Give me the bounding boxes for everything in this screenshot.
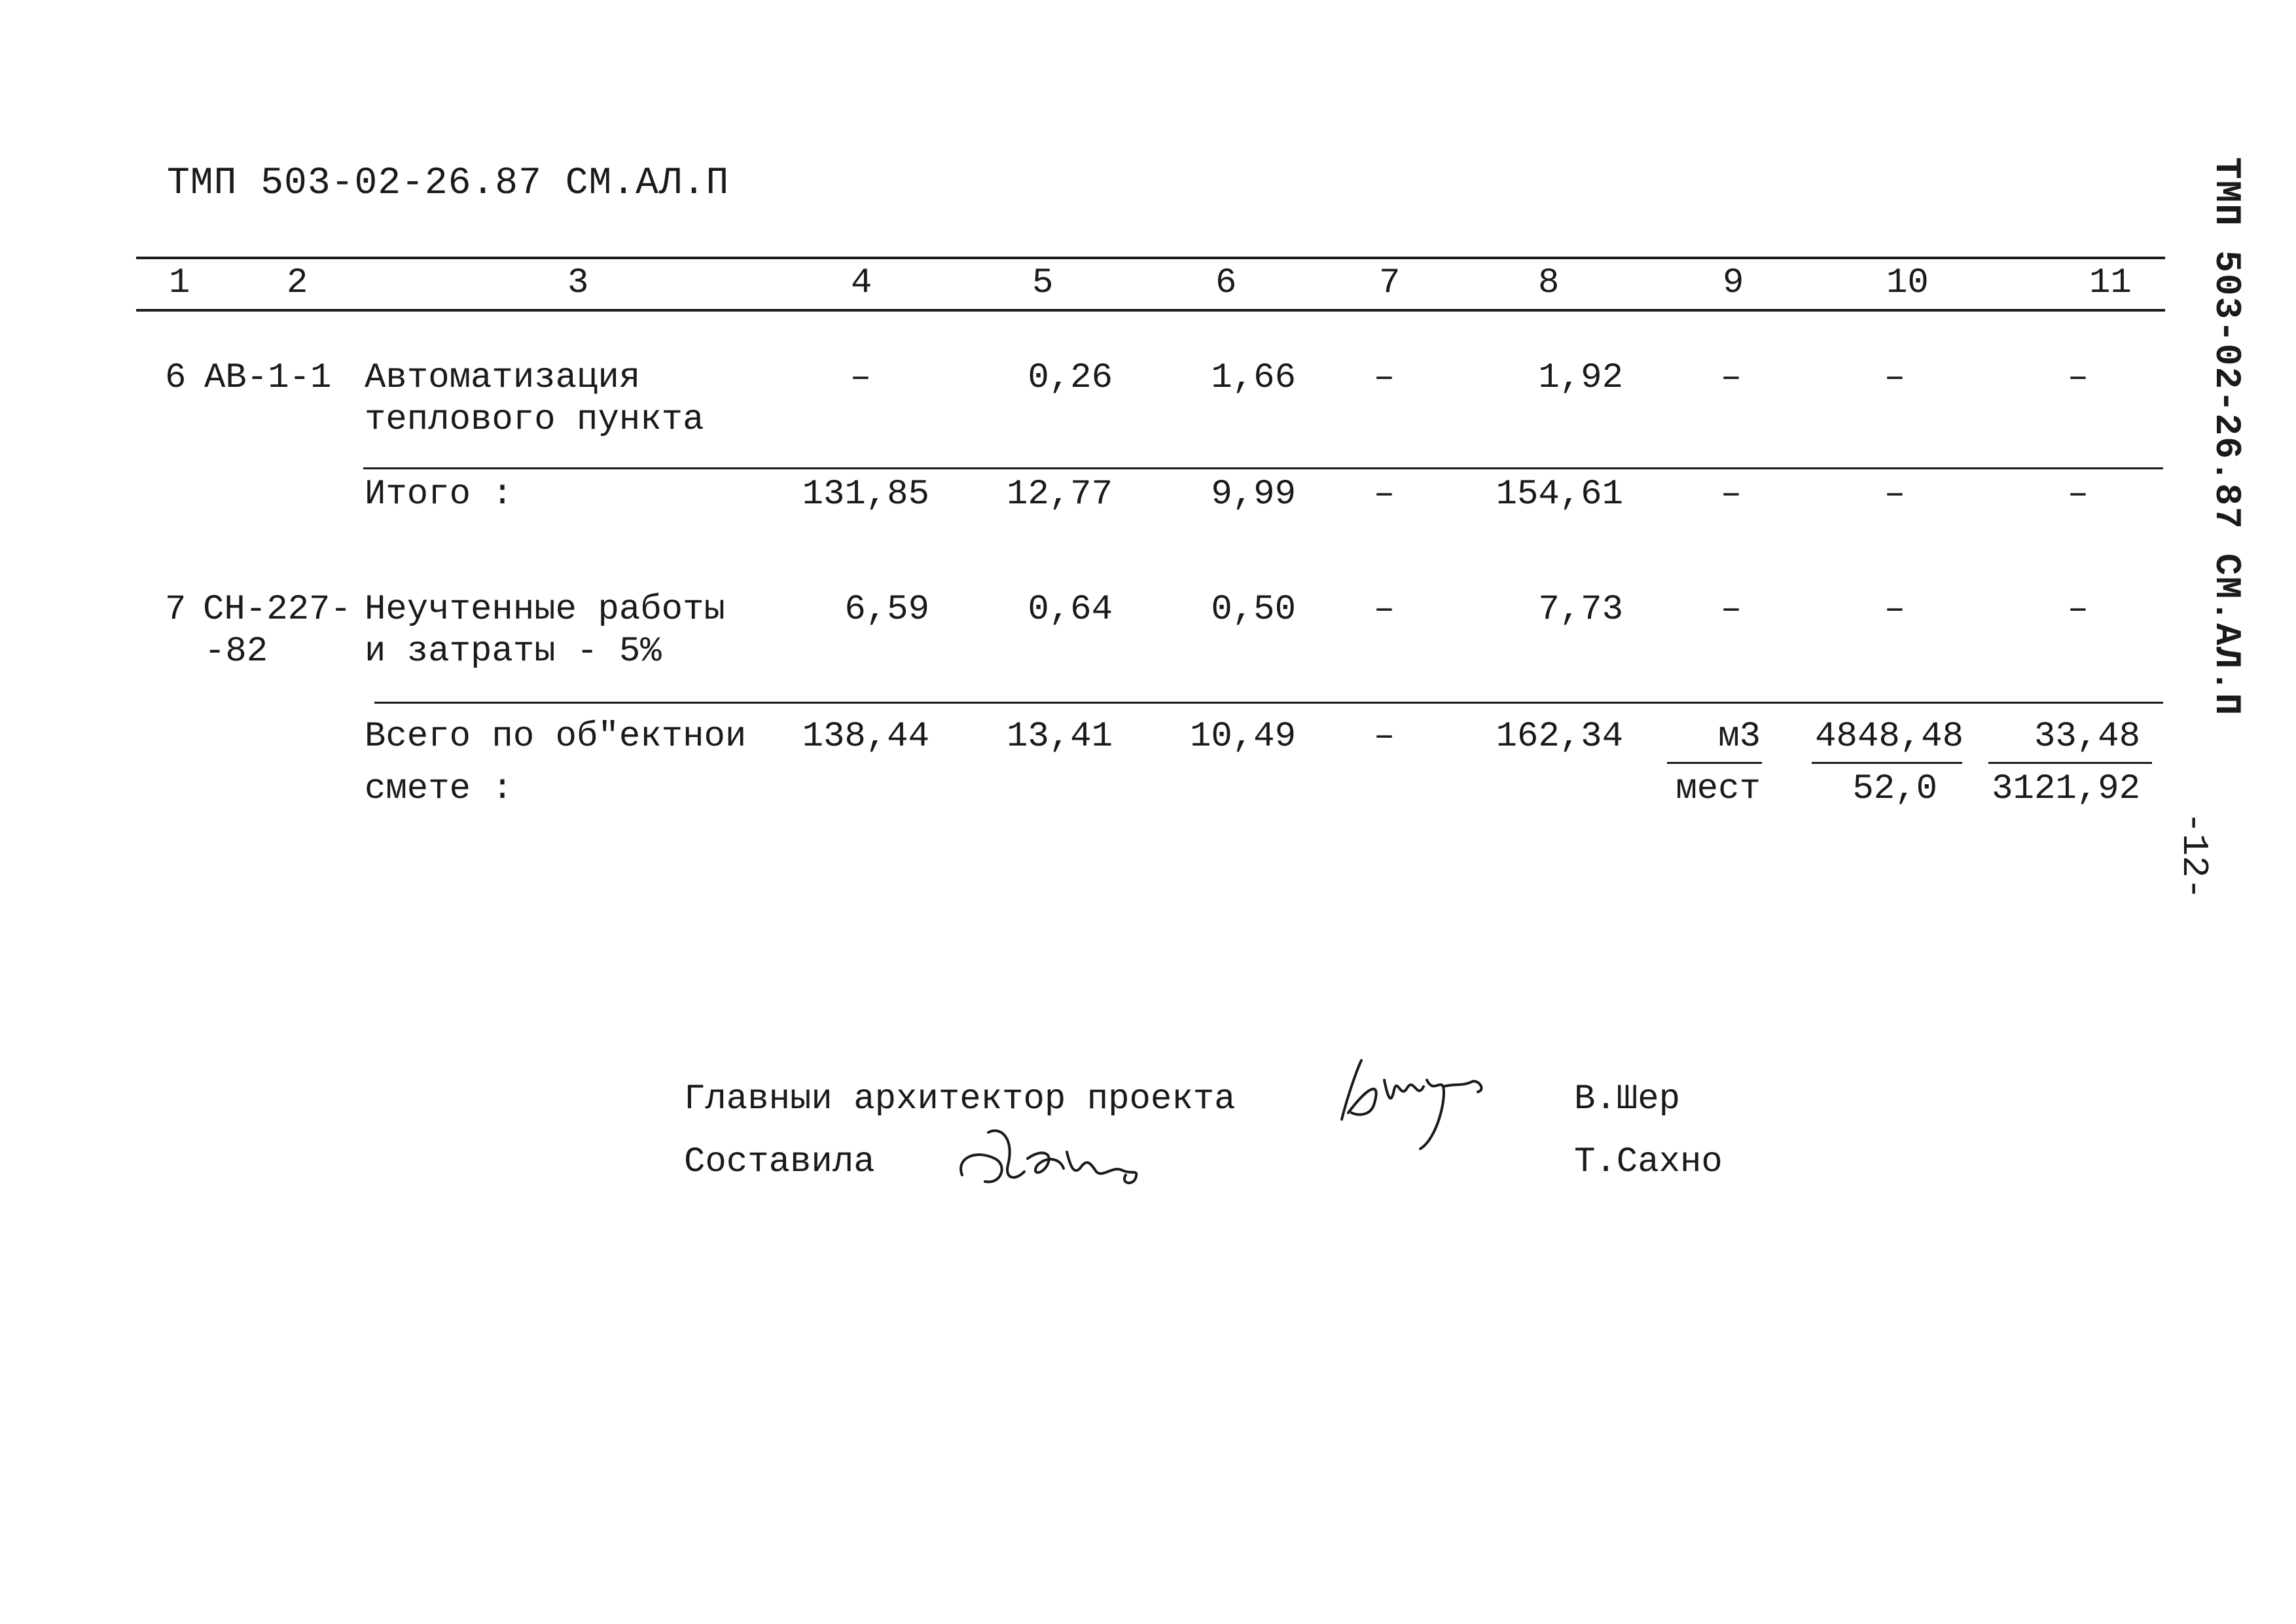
cell-c6: 0,50: [1211, 590, 1296, 630]
col-num-3: 3: [567, 263, 589, 303]
cell-c10: –: [1884, 590, 1906, 630]
cell-c7: –: [1373, 717, 1395, 757]
col-num-5: 5: [1032, 263, 1054, 303]
cell-c10: –: [1884, 475, 1906, 514]
cell-c6: 10,49: [1189, 717, 1296, 757]
fraction-rule-c10: [1812, 762, 1962, 764]
col-num-10: 10: [1886, 263, 1929, 303]
fraction-rule-c9: [1667, 762, 1762, 764]
document-code: ТМП 503-02-26.87 СМ.АЛ.П: [167, 162, 730, 205]
subtotal-rule: [363, 467, 2163, 469]
row-number: 6: [165, 358, 187, 398]
cell-c7: –: [1373, 590, 1395, 630]
compiler-signature: [949, 1113, 1172, 1198]
row-code-line-1: СН-227-: [203, 590, 351, 630]
cell-c8: 1,92: [1538, 358, 1623, 398]
cell-c11: –: [2067, 590, 2089, 630]
cell-c8: 7,73: [1538, 590, 1623, 630]
page-number: -12-: [2173, 812, 2215, 900]
cell-c8: 162,34: [1496, 717, 1623, 757]
cell-c4: 138,44: [802, 717, 929, 757]
cell-c5: 0,26: [1028, 358, 1113, 398]
table-top-rule: [136, 257, 2165, 259]
col-num-6: 6: [1215, 263, 1237, 303]
row-name-line-1: Всего по об"ектнои: [365, 717, 747, 757]
chief-architect-name: В.Шер: [1574, 1079, 1681, 1119]
cell-c9: –: [1720, 590, 1742, 630]
col-num-2: 2: [287, 263, 308, 303]
col-num-7: 7: [1379, 263, 1401, 303]
cell-c7: –: [1373, 358, 1395, 398]
cell-c10-denominator: 52,0: [1852, 769, 1937, 809]
cell-c9-denominator: мест: [1676, 769, 1761, 809]
col-num-8: 8: [1538, 263, 1560, 303]
cell-c8: 154,61: [1496, 475, 1623, 514]
col-num-9: 9: [1723, 263, 1744, 303]
cell-c4: 131,85: [802, 475, 929, 514]
cell-c7: –: [1373, 475, 1395, 514]
col-num-1: 1: [169, 263, 190, 303]
cell-c10: –: [1884, 358, 1906, 398]
cell-c11-numerator: 33,48: [2034, 717, 2140, 757]
fraction-rule-c11: [1988, 762, 2152, 764]
cell-c5: 13,41: [1006, 717, 1113, 757]
cell-c4: –: [850, 358, 872, 398]
cell-c11: –: [2067, 358, 2089, 398]
cell-c11-denominator: 3121,92: [1992, 769, 2140, 809]
row-name-line-1: Неучтенные работы: [365, 590, 725, 630]
header-bottom-rule: [136, 309, 2165, 312]
compiled-by-label: Составила: [684, 1142, 875, 1182]
row-number: 7: [165, 590, 187, 630]
cell-c6: 1,66: [1211, 358, 1296, 398]
cell-c11: –: [2067, 475, 2089, 514]
col-num-4: 4: [851, 263, 872, 303]
cell-c4: 6,59: [844, 590, 929, 630]
row-name-line-2: смете :: [365, 769, 513, 809]
cell-c10-numerator: 4848,48: [1815, 717, 1964, 757]
row-name-line-2: и затраты - 5%: [365, 632, 662, 672]
total-rule: [374, 702, 2163, 704]
cell-c9: –: [1720, 475, 1742, 514]
cell-c6: 9,99: [1211, 475, 1296, 514]
chief-architect-label: Главныи архитектор проекта: [684, 1079, 1236, 1119]
row-name-line-1: Автоматизация: [365, 358, 641, 398]
chief-architect-signature: [1322, 1041, 1505, 1152]
cell-c9: –: [1720, 358, 1742, 398]
row-code: АВ-1-1: [204, 358, 332, 398]
compiled-by-name: Т.Сахно: [1574, 1142, 1723, 1182]
row-code-line-2: -82: [204, 632, 268, 672]
row-name-line-1: Итого :: [365, 475, 513, 514]
cell-c9-numerator: м3: [1718, 717, 1761, 757]
col-num-11: 11: [2089, 263, 2132, 303]
row-name-line-2: теплового пункта: [365, 400, 704, 440]
cell-c5: 12,77: [1006, 475, 1113, 514]
cell-c5: 0,64: [1028, 590, 1113, 630]
side-document-code: ТМП 503-02-26.87 СМ.АЛ.П: [2206, 157, 2248, 717]
